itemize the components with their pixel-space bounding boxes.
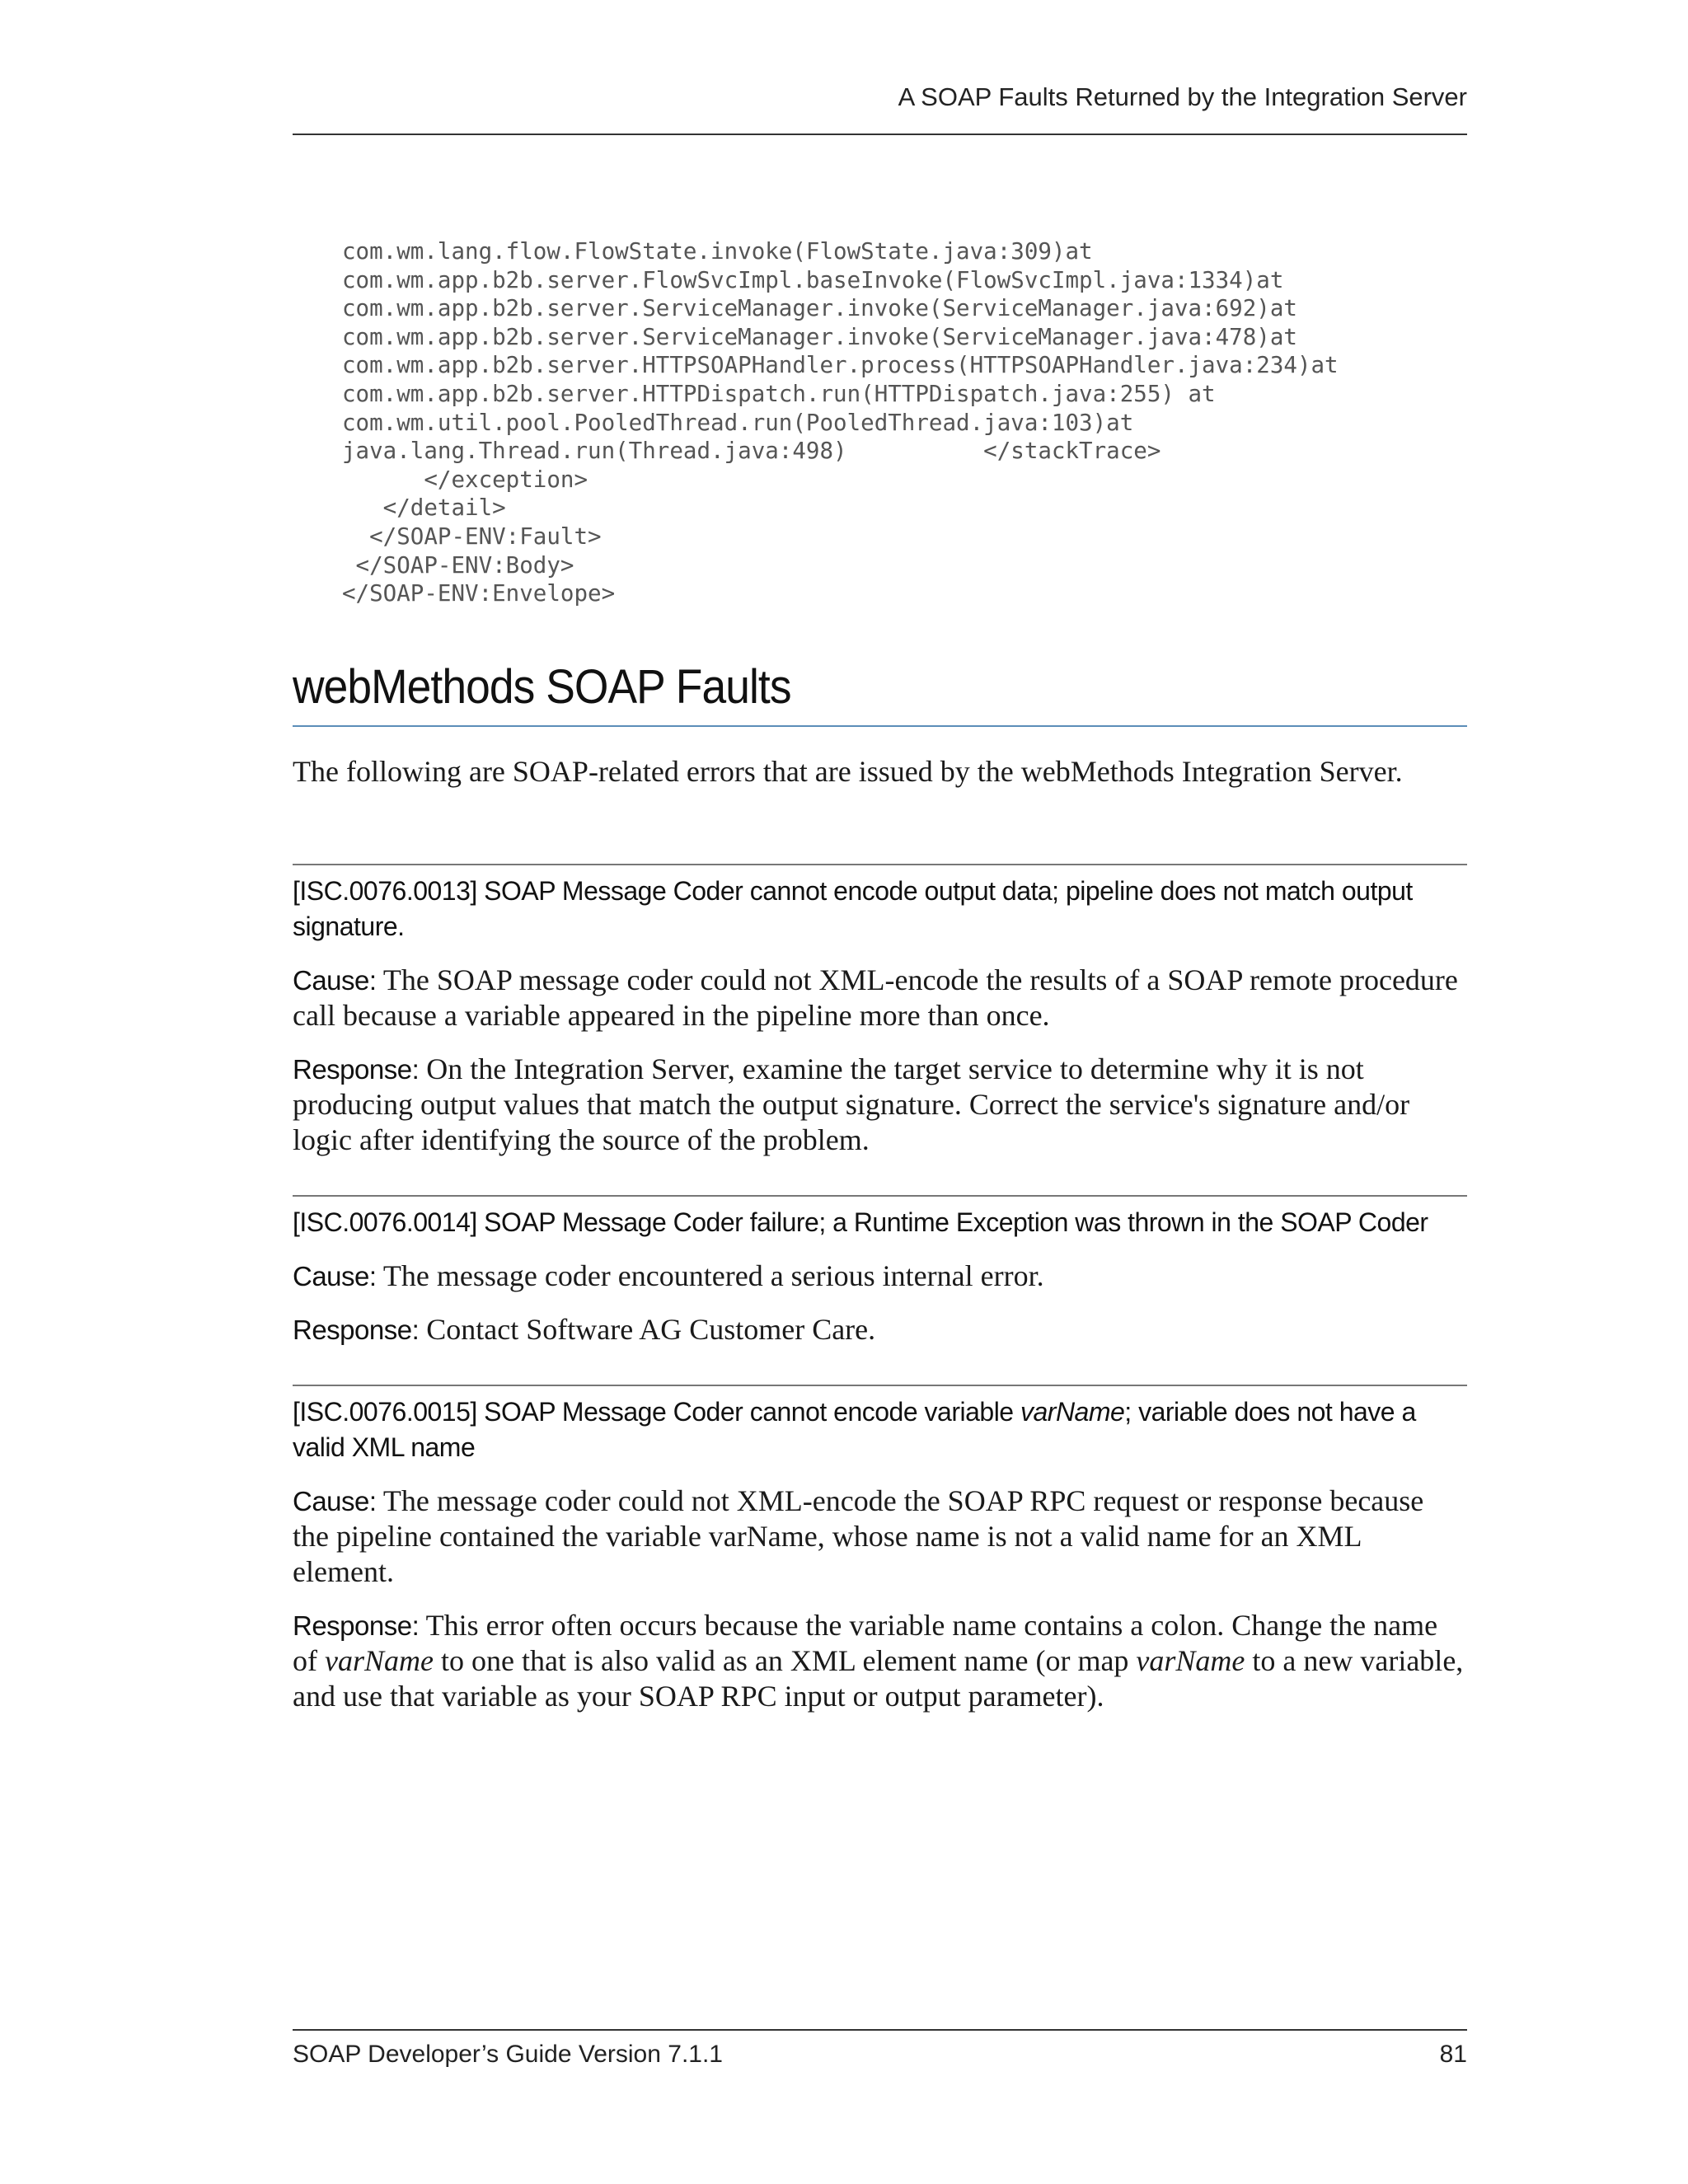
code-line: </SOAP-ENV:Body> (342, 551, 574, 579)
footer-guide-title: SOAP Developer’s Guide Version 7.1.1 (293, 2041, 723, 2068)
error-cause (293, 963, 1467, 1033)
error-response (293, 1312, 1467, 1347)
page-number: 81 (1439, 2041, 1467, 2068)
heading-text: [ISC.0076.0015] SOAP Message Coder cannot encode variable (293, 1397, 1020, 1427)
code-line: java.lang.Thread.run(Thread.java:498) </stackTrace> (342, 438, 1161, 465)
page-footer (293, 2029, 1467, 2080)
response-text: This error often occurs because the variable name contains a colon. Change the name of (293, 1609, 1438, 1677)
error-cause (293, 1258, 1467, 1294)
code-line: </SOAP-ENV:Fault> (342, 523, 602, 550)
cause-text: The SOAP message coder could not XML-encode the results of a SOAP remote procedure call because a variable appeared in the pipeline more than once. (293, 963, 1458, 1032)
section-title: webMethods SOAP Faults (293, 660, 791, 714)
code-listing (342, 237, 1339, 608)
response-text: Contact Software AG Customer Care. (426, 1313, 876, 1346)
code-line: com.wm.app.b2b.server.FlowSvcImpl.baseInvoke(FlowSvcImpl.java:1334)at (342, 266, 1284, 293)
response-text: to one that is also valid as an XML element name (or map (433, 1644, 1137, 1677)
code-line: </exception> (342, 466, 588, 493)
cause-label: Cause: (293, 1486, 377, 1516)
heading-text: ; variable does not have a valid XML name (293, 1397, 1416, 1462)
code-line: com.wm.lang.flow.FlowState.invoke(FlowState.java:309)at (342, 238, 1093, 265)
code-line: </detail> (342, 494, 506, 522)
section-intro: The following are SOAP-related errors that are issued by the webMethods Integration Server. (293, 755, 1403, 788)
response-variable: varName (325, 1644, 434, 1677)
response-variable: varName (1136, 1644, 1245, 1677)
error-heading (293, 1386, 1467, 1465)
response-text: On the Integration Server, examine the target service to determine why it is not producing output values that match the output signature. Correct the service's signature and/or logic after identifying the source of the problem. (293, 1052, 1410, 1156)
response-label: Response: (293, 1610, 420, 1641)
error-response (293, 1608, 1467, 1714)
cause-text: The message coder could not XML-encode the SOAP RPC request or response because the pipeline contained the variable varName, whose name is not a valid name for an XML element. (293, 1484, 1424, 1588)
response-text: to a new variable, and use that variable as your SOAP RPC input or output parameter). (293, 1644, 1464, 1713)
cause-text: The message coder encountered a serious internal error. (382, 1259, 1044, 1292)
error-heading: [ISC.0076.0013] SOAP Message Coder cannot encode output data; pipeline does not match output signature. (293, 876, 1413, 941)
error-cause (293, 1483, 1467, 1590)
response-label: Response: (293, 1054, 420, 1085)
code-line: com.wm.app.b2b.server.HTTPDispatch.run(HTTPDispatch.java:255) at (342, 380, 1216, 407)
error-response (293, 1052, 1467, 1158)
code-line: com.wm.app.b2b.server.ServiceManager.invoke(ServiceManager.java:478)at (342, 323, 1297, 350)
error-entry (293, 1385, 1467, 1714)
cause-label: Cause: (293, 965, 377, 996)
error-heading: [ISC.0076.0014] SOAP Message Coder failure; a Runtime Exception was thrown in the SOAP Coder (293, 1207, 1428, 1237)
code-line: </SOAP-ENV:Envelope> (342, 580, 616, 607)
code-line: com.wm.util.pool.PooledThread.run(PooledThread.java:103)at (342, 409, 1134, 436)
section-heading (293, 659, 1467, 727)
heading-variable: varName (1020, 1397, 1125, 1427)
page-header (293, 82, 1467, 135)
code-line: com.wm.app.b2b.server.ServiceManager.invoke(ServiceManager.java:692)at (342, 295, 1297, 322)
running-header-title: A SOAP Faults Returned by the Integration Server (898, 82, 1467, 111)
error-entry (293, 864, 1467, 1158)
error-entry (293, 1195, 1467, 1347)
cause-label: Cause: (293, 1261, 377, 1291)
response-label: Response: (293, 1315, 420, 1345)
code-line: com.wm.app.b2b.server.HTTPSOAPHandler.process(HTTPSOAPHandler.java:234)at (342, 352, 1339, 379)
